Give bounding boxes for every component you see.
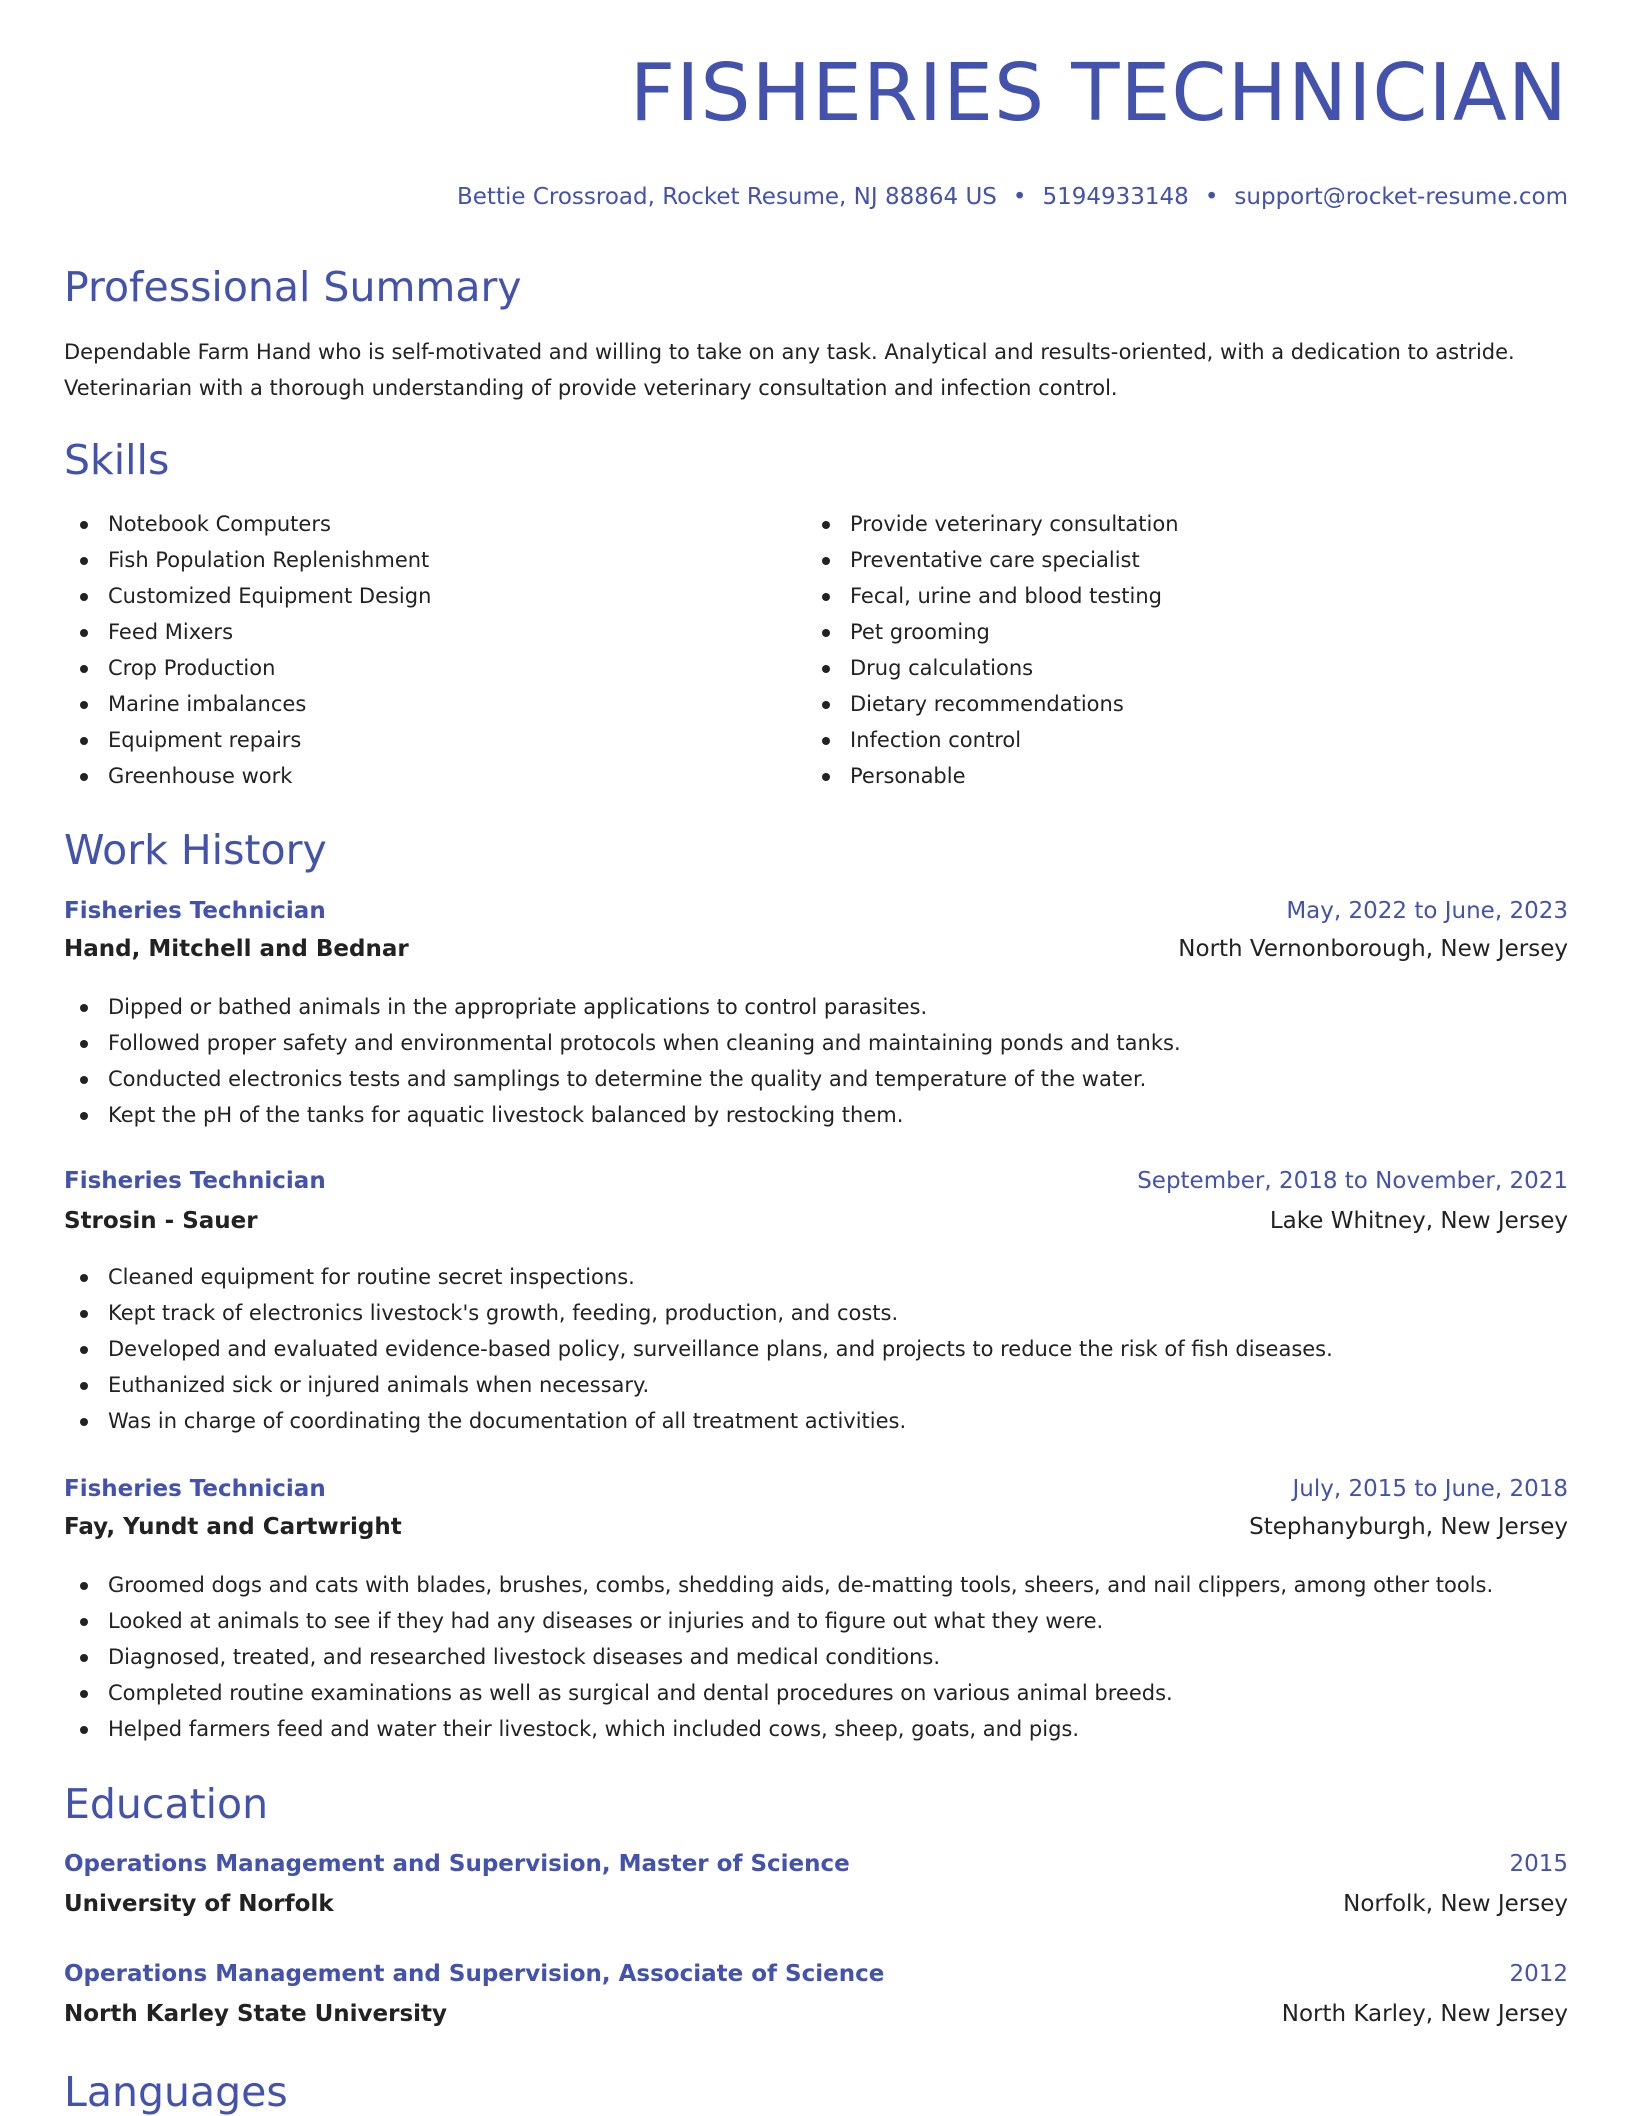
skill-item: Pet grooming xyxy=(806,614,1179,650)
skills-list-left xyxy=(64,506,431,794)
job-duties-list xyxy=(64,1259,1333,1439)
skill-item: Dietary recommendations xyxy=(806,686,1179,722)
job-company-row xyxy=(64,1208,1568,1244)
education-degree: Operations Management and Supervision, Associate of Science xyxy=(64,1961,885,1987)
job-duty: Conducted electronics tests and samplings to determine the quality and temperature of the water. xyxy=(64,1061,1181,1097)
job-duty: Developed and evaluated evidence-based policy, surveillance plans, and projects to reduce the risk of fish diseases. xyxy=(64,1331,1333,1367)
skill-item: Personable xyxy=(806,758,1179,794)
job-duty: Kept the pH of the tanks for aquatic livestock balanced by restocking them. xyxy=(64,1097,1181,1133)
contact-line xyxy=(457,184,1568,210)
skill-item: Notebook Computers xyxy=(64,506,431,542)
work-history-heading: Work History xyxy=(64,826,327,874)
contact-phone: 5194933148 xyxy=(1042,184,1189,210)
education-location: North Karley, New Jersey xyxy=(1281,2001,1568,2027)
skills-heading: Skills xyxy=(64,436,170,484)
job-company-row xyxy=(64,1514,1568,1550)
contact-separator: • xyxy=(1012,184,1027,210)
job-duties-list xyxy=(64,1567,1493,1747)
job-dates: July, 2015 to June, 2018 xyxy=(1292,1476,1568,1502)
education-school: University of Norfolk xyxy=(64,1891,334,1917)
job-duty: Kept track of electronics livestock's growth, feeding, production, and costs. xyxy=(64,1295,1333,1331)
summary-heading: Professional Summary xyxy=(64,263,522,311)
languages-heading: Languages xyxy=(64,2068,288,2116)
job-location: North Vernonborough, New Jersey xyxy=(1178,936,1568,962)
job-title-row xyxy=(64,898,1568,934)
education-school-row xyxy=(64,2001,1568,2037)
education-degree: Operations Management and Supervision, Master of Science xyxy=(64,1851,850,1877)
skill-item: Crop Production xyxy=(64,650,431,686)
job-duty: Cleaned equipment for routine secret inspections. xyxy=(64,1259,1333,1295)
education-heading: Education xyxy=(64,1780,269,1828)
job-duty: Looked at animals to see if they had any diseases or injuries and to figure out what they were. xyxy=(64,1603,1493,1639)
skill-item: Marine imbalances xyxy=(64,686,431,722)
skill-item: Drug calculations xyxy=(806,650,1179,686)
skill-item: Preventative care specialist xyxy=(806,542,1179,578)
job-title-row xyxy=(64,1476,1568,1512)
job-duty: Helped farmers feed and water their livestock, which included cows, sheep, goats, and pigs. xyxy=(64,1711,1493,1747)
skill-item: Equipment repairs xyxy=(64,722,431,758)
job-title: Fisheries Technician xyxy=(64,898,326,924)
job-duty: Dipped or bathed animals in the appropriate applications to control parasites. xyxy=(64,989,1181,1025)
job-duty: Diagnosed, treated, and researched livestock diseases and medical conditions. xyxy=(64,1639,1493,1675)
job-location: Stephanyburgh, New Jersey xyxy=(1249,1514,1568,1540)
contact-email[interactable]: support@rocket-resume.com xyxy=(1234,184,1568,210)
skill-item: Fecal, urine and blood testing xyxy=(806,578,1179,614)
skill-item: Customized Equipment Design xyxy=(64,578,431,614)
job-duties-list xyxy=(64,989,1181,1133)
job-duty: Followed proper safety and environmental protocols when cleaning and maintaining ponds and tanks. xyxy=(64,1025,1181,1061)
job-company: Strosin - Sauer xyxy=(64,1208,258,1234)
education-school: North Karley State University xyxy=(64,2001,448,2027)
contact-separator: • xyxy=(1204,184,1219,210)
skill-item: Fish Population Replenishment xyxy=(64,542,431,578)
job-company-row xyxy=(64,936,1568,972)
skill-item: Provide veterinary consultation xyxy=(806,506,1179,542)
contact-address: Bettie Crossroad, Rocket Resume, NJ 88864 US xyxy=(457,184,997,210)
job-title: Fisheries Technician xyxy=(64,1168,326,1194)
job-company: Hand, Mitchell and Bednar xyxy=(64,936,409,962)
education-degree-row xyxy=(64,1851,1568,1887)
job-dates: May, 2022 to June, 2023 xyxy=(1286,898,1568,924)
job-duty: Completed routine examinations as well as surgical and dental procedures on various animal breeds. xyxy=(64,1675,1493,1711)
job-duty: Euthanized sick or injured animals when necessary. xyxy=(64,1367,1333,1403)
job-location: Lake Whitney, New Jersey xyxy=(1269,1208,1568,1234)
skill-item: Greenhouse work xyxy=(64,758,431,794)
skill-item: Infection control xyxy=(806,722,1179,758)
education-location: Norfolk, New Jersey xyxy=(1343,1891,1568,1917)
education-year: 2012 xyxy=(1509,1961,1568,1987)
job-dates: September, 2018 to November, 2021 xyxy=(1137,1168,1568,1194)
job-title-row xyxy=(64,1168,1568,1204)
education-year: 2015 xyxy=(1509,1851,1568,1877)
skills-list-right xyxy=(806,506,1179,794)
skill-item: Feed Mixers xyxy=(64,614,431,650)
resume-title: FISHERIES TECHNICIAN xyxy=(629,47,1568,139)
job-duty: Was in charge of coordinating the documentation of all treatment activities. xyxy=(64,1403,1333,1439)
education-school-row xyxy=(64,1891,1568,1927)
job-company: Fay, Yundt and Cartwright xyxy=(64,1514,402,1540)
job-title: Fisheries Technician xyxy=(64,1476,326,1502)
job-duty: Groomed dogs and cats with blades, brushes, combs, shedding aids, de-matting tools, sheers, and nail clippers, among other tools. xyxy=(64,1567,1493,1603)
education-degree-row xyxy=(64,1961,1568,1997)
summary-text: Dependable Farm Hand who is self-motivated and willing to take on any task. Analytical and results-oriented, with a dedication to astride. Veterinarian with a thorough understanding of provide veterinary consultation and infection control. xyxy=(64,340,1515,400)
